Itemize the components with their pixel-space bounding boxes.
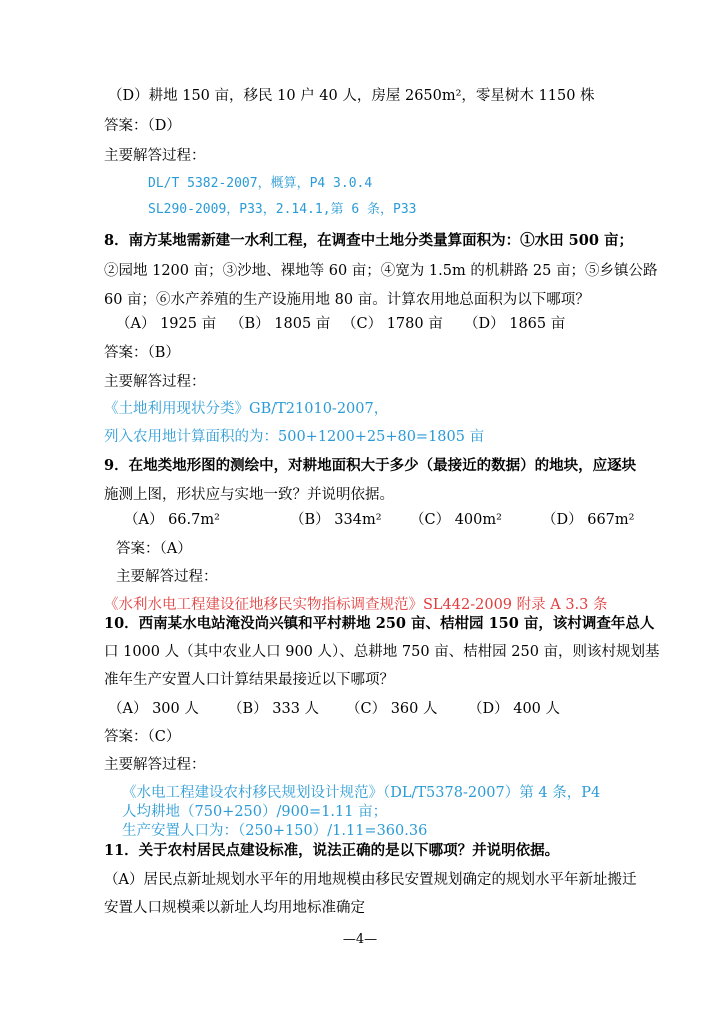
option-d: （D） 667m²: [542, 512, 635, 528]
solution-heading: 主要解答过程：: [104, 374, 206, 390]
option-d: （D） 400 人: [468, 701, 561, 717]
answer-label: 答案：（C）: [104, 729, 181, 745]
option-a: （A） 66.7m²: [124, 512, 220, 528]
reference-line: 《水电工程建设农村移民规划设计规范》（DL/T5378-2007）第 4 条，P4: [122, 785, 601, 801]
option-d-text: （D）耕地 150 亩，移民 10 户 40 人，房屋 2650m²，零星树木 1150 株: [108, 88, 595, 104]
option-b: （B） 333 人: [228, 701, 320, 717]
option-a: （A） 1925 亩: [116, 316, 217, 332]
question-10-text: 准年生产安置人口计算结果最接近以下哪项？: [104, 672, 394, 688]
reference-line: 人均耕地（750+250）/900=1.11 亩；: [122, 804, 388, 820]
reference-line-red: 《水利水电工程建设征地移民实物指标调查规范》SL442-2009 附录 A 3.3 条: [104, 597, 608, 613]
question-8-text: 8．南方某地需新建一水利工程，在调查中土地分类量算面积为：①水田 500 亩；: [104, 232, 633, 249]
reference-line: 列入农用地计算面积的为：500+1200+25+80=1805 亩: [104, 429, 485, 445]
reference-line: SL290-2009，P33，2.14.1,第 6 条，P33: [148, 202, 417, 217]
option-c: （C） 400m²: [410, 512, 502, 528]
question-11-text: 11．关于农村居民点建设标准，说法正确的是以下哪项？并说明依据。: [104, 842, 560, 859]
reference-line: DL/T 5382-2007，概算，P4 3.0.4: [148, 176, 373, 191]
solution-heading: 主要解答过程：: [116, 569, 218, 585]
question-9-text: 9．在地类地形图的测绘中，对耕地面积大于多少（最接近的数据）的地块，应逐块: [104, 457, 637, 474]
question-11-option-a: （A）居民点新址规划水平年的用地规模由移民安置规划确定的规划水平年新址搬迁: [104, 872, 637, 888]
option-c: （C） 360 人: [346, 701, 438, 717]
question-10-text: 10．西南某水电站淹没尚兴镇和平村耕地 250 亩、桔柑园 150 亩，该村调查年总人: [104, 615, 655, 632]
option-b: （B） 334m²: [290, 512, 382, 528]
answer-label: 答案：（D）: [104, 118, 181, 134]
solution-heading: 主要解答过程：: [104, 148, 206, 164]
option-a: （A） 300 人: [108, 701, 199, 717]
option-b: （B） 1805 亩: [230, 316, 331, 332]
question-9-text: 施测上图，形状应与实地一致？并说明依据。: [104, 487, 394, 503]
question-11-option-a: 安置人口规模乘以新址人均用地标准确定: [104, 900, 365, 916]
option-c: （C） 1780 亩: [342, 316, 443, 332]
solution-heading: 主要解答过程：: [104, 757, 206, 773]
answer-label: 答案：（A）: [116, 541, 192, 557]
question-8-text: 60 亩；⑥水产养殖的生产设施用地 80 亩。计算农用地总面积为以下哪项？: [104, 292, 590, 308]
reference-line: 《土地利用现状分类》GB/T21010-2007，: [104, 401, 389, 417]
reference-line: 生产安置人口为：（250+150）/1.11=360.36: [122, 823, 428, 839]
question-8-text: ②园地 1200 亩；③沙地、裸地等 60 亩；④宽为 1.5m 的机耕路 25 亩；⑤乡镇公路: [104, 263, 658, 279]
question-10-text: 口 1000 人（其中农业人口 900 人）、总耕地 750 亩、桔柑园 250 亩，则该村规划基: [104, 644, 660, 660]
page-number: —4—: [342, 932, 378, 947]
answer-label: 答案：（B）: [104, 345, 180, 361]
option-d: （D） 1865 亩: [464, 316, 566, 332]
